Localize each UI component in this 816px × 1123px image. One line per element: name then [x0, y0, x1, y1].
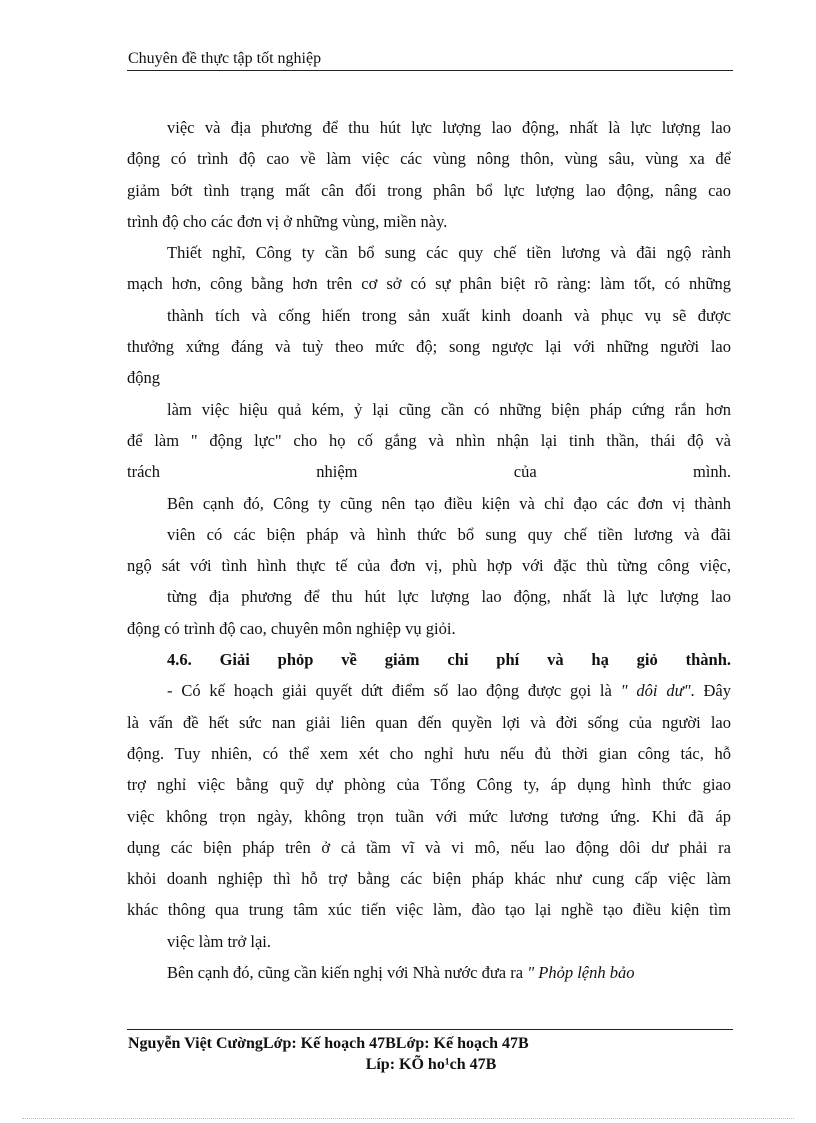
footer-author-class: Nguyễn Việt CườngLớp: Kế hoạch 47BLớp: Kế hoạch 47B	[128, 1035, 529, 1052]
paragraph-line: Bên cạnh đó, cũng cần kiến nghị với Nhà nước đưa ra " Phỏp lệnh bảo	[167, 963, 635, 983]
paragraph-line: động có trình độ cao về làm việc các vùng nông thôn, vùng sâu, vùng xa để	[127, 149, 731, 169]
paragraph-line: dụng các biện pháp trên ở cả tầm vĩ và vi mô, nếu lao động dôi dư phải ra	[127, 837, 731, 857]
paragraph-line: động	[127, 368, 160, 388]
section-heading: 4.6. Giải phỏp về giảm chi phí và hạ giỏ thành.	[167, 650, 731, 670]
paragraph-line: viên có các biện pháp và hình thức bổ sung quy chế tiền lương và đãi	[167, 524, 731, 544]
paragraph-line: để làm " động lực" cho họ cố gắng và nhìn nhận lại tinh thần, thái độ và	[127, 430, 731, 450]
paragraph-line: Thiết nghĩ, Công ty cần bổ sung các quy chế tiền lương và đãi ngộ rành	[167, 243, 731, 263]
paragraph-line: thành tích và cống hiến trong sản xuất kinh doanh và phục vụ sẽ được	[167, 305, 731, 325]
paragraph-line: trình độ cho các đơn vị ở những vùng, miền này.	[127, 211, 448, 231]
paragraph-line: việc làm trở lại.	[167, 931, 272, 951]
paragraph-line: từng địa phương để thu hút lực lượng lao động, nhất là lực lượng lao	[167, 587, 731, 607]
header-rule	[127, 70, 733, 71]
paragraph-line: giảm bớt tình trạng mất cân đối trong phân bổ lực lượng lao động, nâng cao	[127, 180, 731, 200]
quoted-term: " Phỏp lệnh bảo	[527, 963, 635, 983]
paragraph-line: làm việc hiệu quả kém, ỷ lại cũng cần có những biện pháp cứng rắn hơn	[167, 399, 731, 419]
paragraph-line: ngộ sát với tình hình thực tế của đơn vị, phù hợp với đặc thù từng công việc,	[127, 556, 731, 576]
paragraph-line: trợ nghỉ việc bằng quỹ dự phòng của Tổng Công ty, áp dụng hình thức giao	[127, 775, 731, 795]
paragraph-line: khỏi doanh nghiệp thì hỗ trợ bằng các biện pháp khác như cung cấp việc làm	[127, 869, 731, 889]
paragraph-line: thưởng xứng đáng và tuỳ theo mức độ; song ngược lại với những người lao	[127, 337, 731, 357]
paragraph-line: là vấn đề hết sức nan giải liên quan đến quyền lợi và đời sống của người lao	[127, 712, 731, 732]
page-bottom-edge	[22, 1118, 794, 1119]
paragraph-line: mạch hơn, công bằng hơn trên cơ sở có sự phân biệt rõ ràng: làm tốt, có những	[127, 274, 731, 294]
paragraph-line: việc và địa phương để thu hút lực lượng lao động, nhất là lực lượng lao	[167, 118, 731, 137]
paragraph-line: động có trình độ cao, chuyên môn nghiệp vụ giỏi.	[127, 618, 456, 638]
body-text	[127, 112, 731, 988]
quoted-term: " dôi dư"	[620, 681, 691, 701]
footer-rule	[127, 1029, 733, 1030]
paragraph-line: - Có kế hoạch giải quyết dứt điểm số lao động được gọi là " dôi dư". Đây	[167, 681, 731, 701]
footer-class-garbled: Líp: KÕ ho¹ch 47B	[365, 1056, 497, 1073]
paragraph-line: động. Tuy nhiên, có thể xem xét cho nghỉ hưu nếu đủ thời gian công tác, hỗ	[127, 743, 731, 763]
paragraph-line: trách nhiệm của mình.	[127, 462, 731, 482]
paragraph-line: việc không trọn ngày, không trọn tuần với mức lương tương ứng. Khi đã áp	[127, 806, 731, 826]
page-header-title: Chuyên đề thực tập tốt nghiệp	[128, 50, 322, 67]
paragraph-line: Bên cạnh đó, Công ty cũng nên tạo điều kiện và chỉ đạo các đơn vị thành	[167, 493, 731, 513]
paragraph-line: khác thông qua trung tâm xúc tiến việc làm, đào tạo lại nghề tạo điều kiện tìm	[127, 900, 731, 920]
